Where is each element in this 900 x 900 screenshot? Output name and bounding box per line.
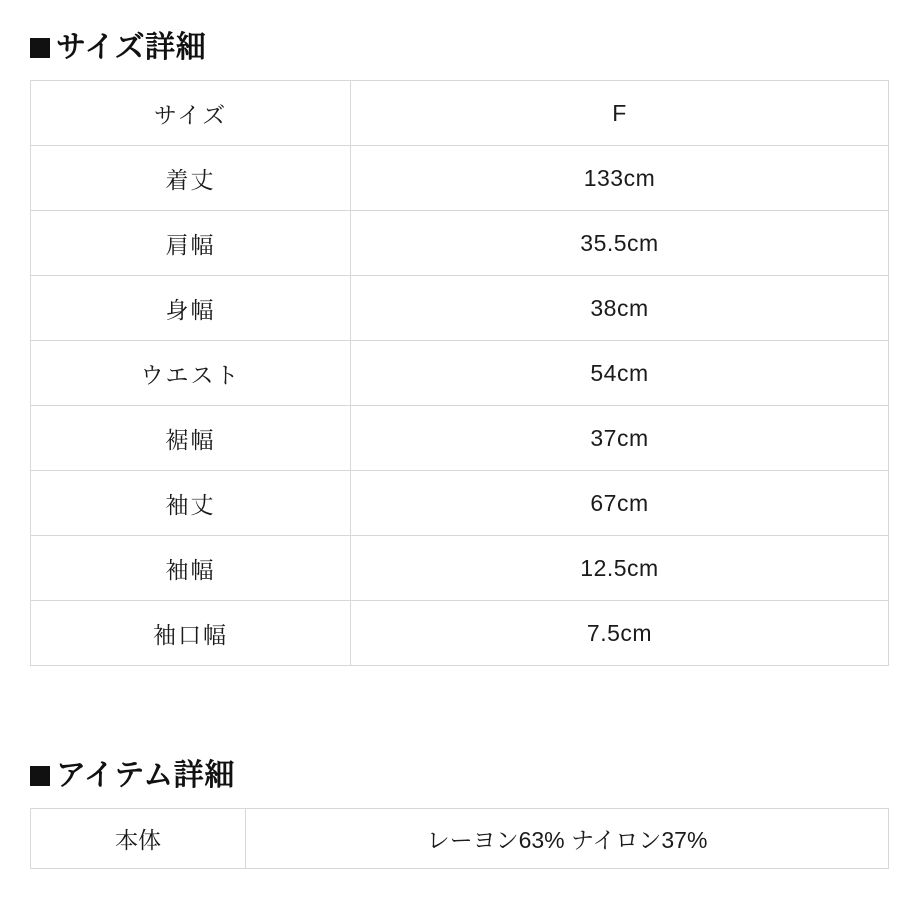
item-section-heading-label: アイテム詳細: [56, 759, 235, 792]
row-label: 本体: [31, 809, 246, 869]
black-square-icon: [30, 38, 50, 58]
row-value: 38cm: [351, 276, 889, 341]
row-value: 67cm: [351, 471, 889, 536]
size-section-heading: [30, 30, 870, 66]
row-value: 37cm: [351, 406, 889, 471]
row-value: レーヨン63% ナイロン37%: [246, 809, 889, 869]
row-value: 7.5cm: [351, 601, 889, 666]
row-value: 54cm: [351, 341, 889, 406]
table-row: [31, 81, 889, 146]
row-label: 着丈: [31, 146, 351, 211]
table-row: [31, 406, 889, 471]
item-section-heading: [30, 758, 870, 794]
size-section-heading-label: サイズ詳細: [56, 31, 207, 64]
row-label: 身幅: [31, 276, 351, 341]
row-value: 35.5cm: [351, 211, 889, 276]
table-row: [31, 276, 889, 341]
black-square-icon: [30, 766, 50, 786]
row-label: ウエスト: [31, 341, 351, 406]
item-detail-table: [30, 808, 889, 869]
table-row: [31, 341, 889, 406]
table-row: [31, 146, 889, 211]
row-label: 袖丈: [31, 471, 351, 536]
row-value: 12.5cm: [351, 536, 889, 601]
row-value: F: [351, 81, 889, 146]
table-row: [31, 809, 889, 869]
row-label: 肩幅: [31, 211, 351, 276]
size-detail-table: [30, 80, 889, 666]
section-divider-space: [30, 666, 870, 758]
row-label: 袖幅: [31, 536, 351, 601]
table-row: [31, 211, 889, 276]
row-label: 袖口幅: [31, 601, 351, 666]
table-row: [31, 471, 889, 536]
table-row: [31, 601, 889, 666]
table-row: [31, 536, 889, 601]
row-value: 133cm: [351, 146, 889, 211]
row-label: サイズ: [31, 81, 351, 146]
row-label: 裾幅: [31, 406, 351, 471]
